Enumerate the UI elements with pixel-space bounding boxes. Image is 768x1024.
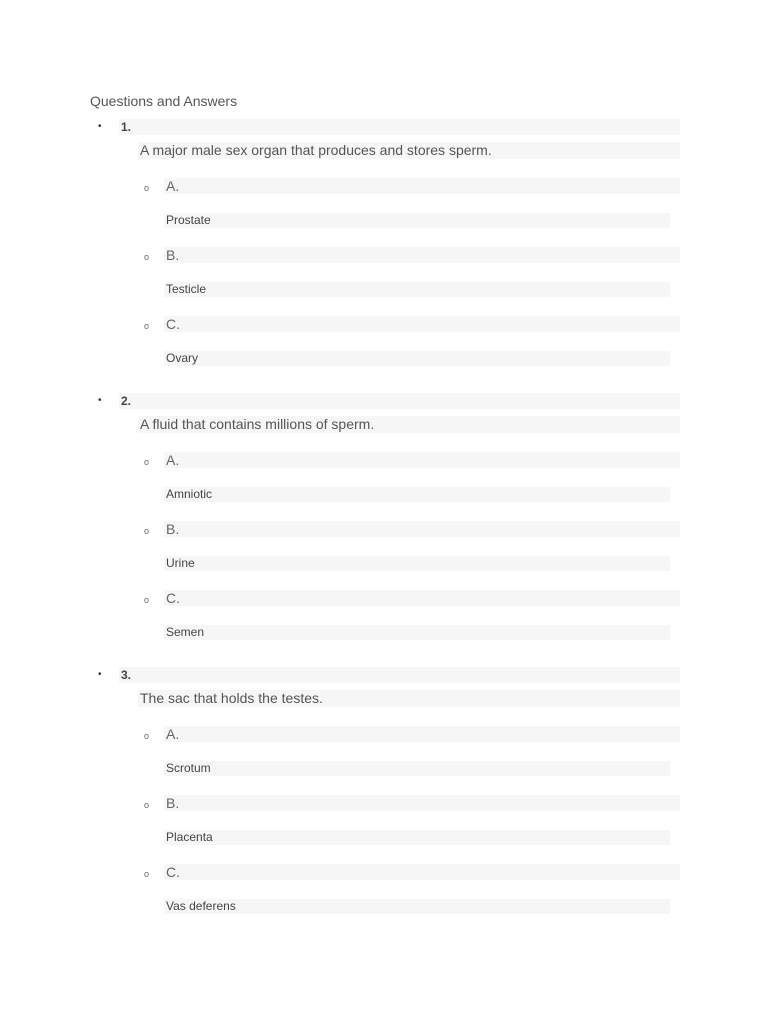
option-bullet-icon: o xyxy=(144,321,150,331)
option-letter: A. xyxy=(166,452,180,468)
option-letter-row[interactable] xyxy=(164,795,680,811)
question-text: A fluid that contains millions of sperm. xyxy=(140,416,375,432)
option-answer: Vas deferens xyxy=(166,899,236,913)
bullet-icon: • xyxy=(98,121,102,132)
option-answer-row[interactable] xyxy=(164,351,670,366)
option-bullet-icon: o xyxy=(144,183,150,193)
question-number-row xyxy=(119,393,680,409)
question-text: The sac that holds the testes. xyxy=(140,690,323,706)
option-letter: B. xyxy=(166,247,180,263)
option-answer-row[interactable] xyxy=(164,899,670,914)
option-answer-row[interactable] xyxy=(164,556,670,571)
question-number: 3. xyxy=(121,668,132,682)
option-answer: Testicle xyxy=(166,282,207,296)
option-bullet-icon: o xyxy=(144,869,150,879)
option-answer: Scrotum xyxy=(166,761,211,775)
option-letter: A. xyxy=(166,178,180,194)
question-number: 2. xyxy=(121,394,132,408)
option-bullet-icon: o xyxy=(144,252,150,262)
option-bullet-icon: o xyxy=(144,526,150,536)
option-answer-row[interactable] xyxy=(164,830,670,845)
option-letter: C. xyxy=(166,590,180,606)
option-answer: Ovary xyxy=(166,351,199,365)
option-letter: B. xyxy=(166,521,180,537)
option-letter: A. xyxy=(166,726,180,742)
option-answer: Prostate xyxy=(166,213,211,227)
option-letter-row[interactable] xyxy=(164,178,680,194)
question-number-row xyxy=(119,667,680,683)
option-answer: Urine xyxy=(166,556,195,570)
question-text-row xyxy=(138,690,680,707)
bullet-icon: • xyxy=(98,395,102,406)
option-letter: C. xyxy=(166,864,180,880)
option-answer-row[interactable] xyxy=(164,761,670,776)
question-item xyxy=(0,393,768,653)
option-letter: B. xyxy=(166,795,180,811)
option-letter: C. xyxy=(166,316,180,332)
option-letter-row[interactable] xyxy=(164,726,680,742)
question-item xyxy=(0,667,768,927)
page-title: Questions and Answers xyxy=(90,93,238,109)
option-answer-row[interactable] xyxy=(164,625,670,640)
option-letter-row[interactable] xyxy=(164,521,680,537)
option-letter-row[interactable] xyxy=(164,316,680,332)
question-text-row xyxy=(138,142,680,159)
question-text: A major male sex organ that produces and stores sperm. xyxy=(140,142,492,158)
option-bullet-icon: o xyxy=(144,800,150,810)
option-answer-row[interactable] xyxy=(164,213,670,228)
option-letter-row[interactable] xyxy=(164,590,680,606)
option-answer: Amniotic xyxy=(166,487,213,501)
question-item xyxy=(0,119,768,379)
question-number: 1. xyxy=(121,120,132,134)
option-bullet-icon: o xyxy=(144,731,150,741)
option-bullet-icon: o xyxy=(144,457,150,467)
option-answer-row[interactable] xyxy=(164,487,670,502)
option-bullet-icon: o xyxy=(144,595,150,605)
option-letter-row[interactable] xyxy=(164,247,680,263)
bullet-icon: • xyxy=(98,669,102,680)
option-answer: Semen xyxy=(166,625,205,639)
option-letter-row[interactable] xyxy=(164,864,680,880)
option-answer-row[interactable] xyxy=(164,282,670,297)
question-text-row xyxy=(138,416,680,433)
question-number-row xyxy=(119,119,680,135)
option-letter-row[interactable] xyxy=(164,452,680,468)
option-answer: Placenta xyxy=(166,830,213,844)
